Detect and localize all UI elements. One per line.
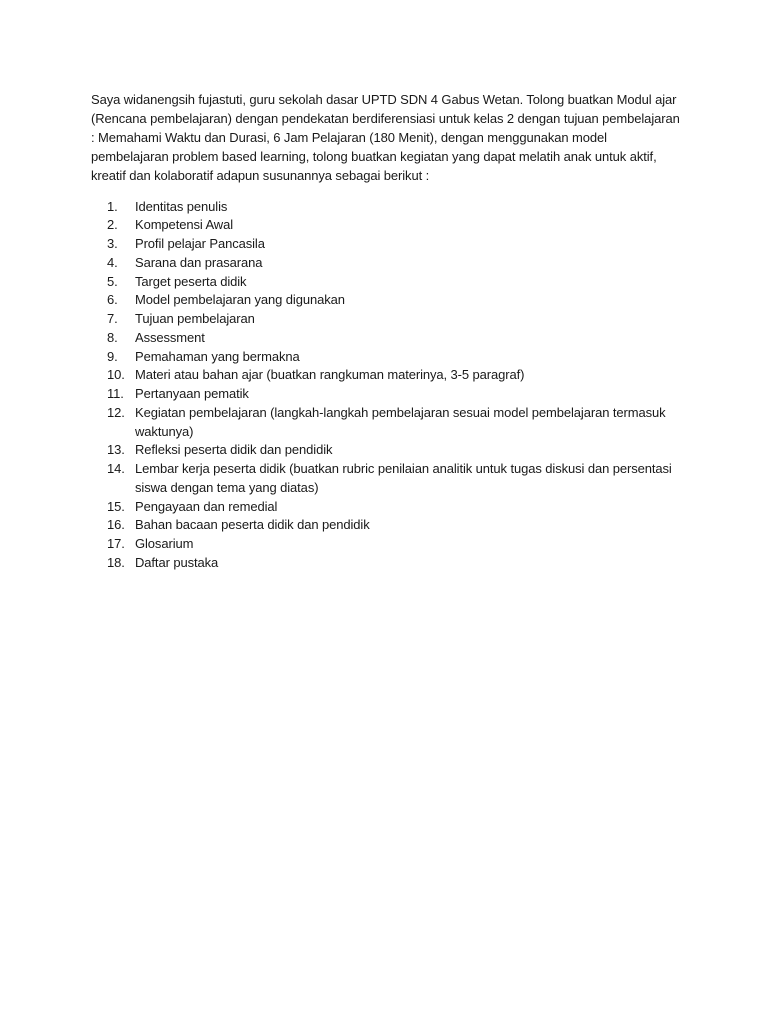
list-item-number: 10. [107, 367, 125, 383]
list-item-text: Daftar pustaka [135, 554, 219, 570]
list-item-text: Model pembelajaran yang digunakan [135, 292, 345, 308]
list-item-text: Materi atau bahan ajar (buatkan rangkuman materinya, 3-5 paragraf) [135, 367, 525, 383]
list-item-text: Lembar kerja peserta didik (buatkan rubric penilaian analitik untuk tugas diskusi dan persentasi siswa dengan tema yang diatas) [135, 461, 672, 495]
list-item [91, 329, 681, 348]
list-item [91, 535, 681, 554]
list-item-text: Target peserta didik [135, 273, 247, 289]
list-item-number: 13. [107, 442, 125, 458]
list-item-number: 18. [107, 554, 125, 570]
list-item [91, 460, 681, 498]
list-item-text: Pertanyaan pematik [135, 386, 249, 402]
list-item-number: 4. [107, 254, 118, 270]
list-item [91, 310, 681, 329]
list-item-number: 9. [107, 348, 118, 364]
list-item [91, 291, 681, 310]
list-item [91, 516, 681, 535]
list-item [91, 273, 681, 292]
list-item-number: 12. [107, 404, 125, 420]
list-item-number: 7. [107, 311, 118, 327]
list-item [91, 366, 681, 385]
list-item-number: 2. [107, 217, 118, 233]
list-item [91, 385, 681, 404]
list-item [91, 441, 681, 460]
list-item-text: Assessment [135, 329, 205, 345]
list-item-text: Identitas penulis [135, 198, 228, 214]
list-item-number: 11. [107, 386, 124, 402]
list-item-number: 3. [107, 236, 118, 252]
list-item [91, 216, 681, 235]
intro-paragraph: Saya widanengsih fujastuti, guru sekolah dasar UPTD SDN 4 Gabus Wetan. Tolong buatkan Modul ajar (Rencana pembelajaran) dengan pendekatan berdiferensiasi untuk kelas 2 dengan tujuan pembelajaran : Memahami Waktu dan Durasi, 6 Jam Pelajaran (180 Menit), dengan menggunakan model pembelajaran problem based learning, tolong buatkan kegiatan yang dapat melatih anak untuk aktif, kreatif dan kolaboratif adapun susunannya sebagai berikut : [91, 92, 680, 183]
list-item [91, 198, 681, 217]
list-item-number: 5. [107, 273, 118, 289]
list-item-text: Kegiatan pembelajaran (langkah-langkah pembelajaran sesuai model pembelajaran termasuk waktunya) [135, 404, 666, 439]
list-item-number: 8. [107, 329, 118, 345]
list-item [91, 348, 681, 367]
list-item-text: Sarana dan prasarana [135, 254, 263, 270]
list-item-number: 16. [107, 517, 125, 533]
numbered-list [91, 198, 681, 573]
list-item-text: Kompetensi Awal [135, 217, 233, 233]
list-item-number: 14. [107, 461, 125, 477]
list-item-number: 1. [107, 198, 118, 214]
list-item-text: Profil pelajar Pancasila [135, 236, 265, 252]
list-item [91, 254, 681, 273]
list-item [91, 498, 681, 517]
list-item [91, 235, 681, 254]
list-item-text: Glosarium [135, 536, 194, 552]
list-item-text: Pengayaan dan remedial [135, 498, 278, 514]
list-item-number: 6. [107, 292, 118, 308]
list-item-text: Bahan bacaan peserta didik dan pendidik [135, 517, 370, 533]
list-item-number: 17. [107, 536, 125, 552]
list-item-text: Tujuan pembelajaran [135, 311, 255, 327]
list-item-text: Refleksi peserta didik dan pendidik [135, 442, 333, 458]
list-item [91, 554, 681, 573]
list-item [91, 404, 681, 442]
list-item-number: 15. [107, 498, 125, 514]
list-item-text: Pemahaman yang bermakna [135, 348, 300, 364]
document-body [91, 91, 681, 573]
